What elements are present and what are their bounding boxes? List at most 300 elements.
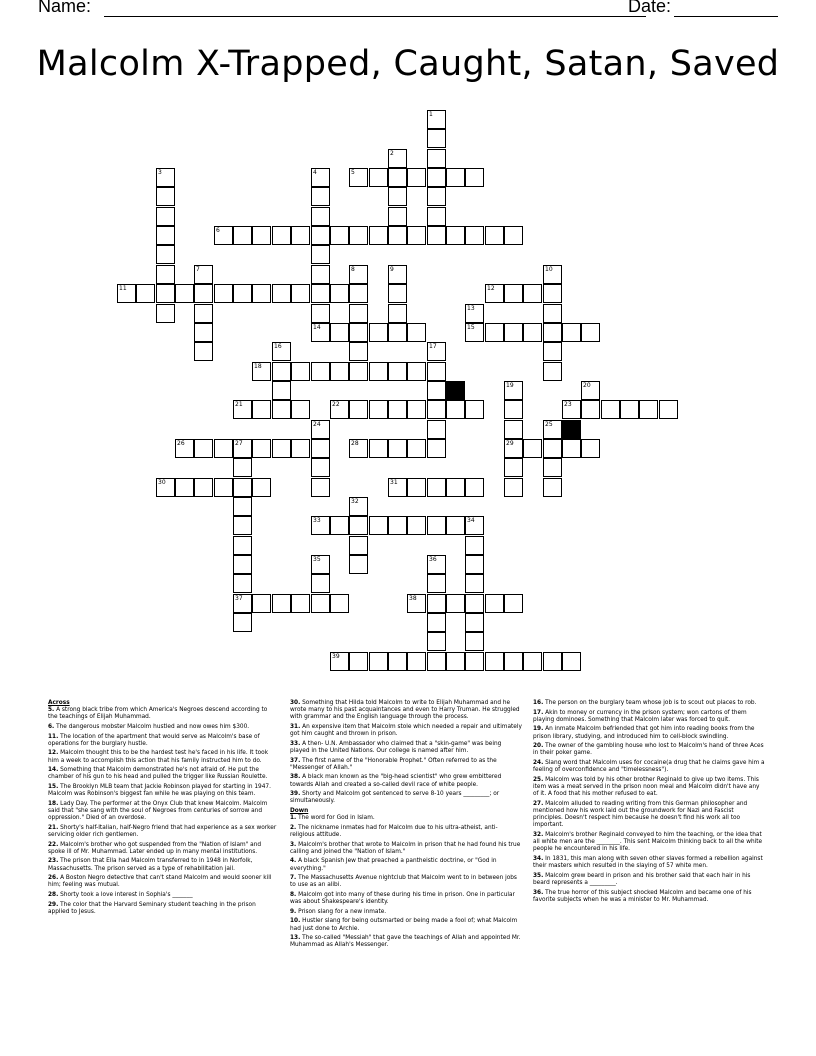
grid-cell[interactable] (581, 381, 600, 400)
grid-cell[interactable] (291, 226, 310, 245)
clue-down-7: 7. The Massachusetts Avenue nightclub that Malcolm went to in between jobs to use as an alibi. (290, 875, 517, 889)
grid-cell[interactable] (446, 168, 465, 187)
clue-number: 34 (467, 517, 475, 524)
clue-number: 11 (119, 285, 127, 292)
clue-across-28: 28. Shorty took a love interest in Sophia's _______ (48, 891, 193, 898)
grid-cell[interactable] (465, 555, 484, 574)
grid-cell[interactable] (465, 613, 484, 632)
grid-cell[interactable] (465, 400, 484, 419)
grid-cell[interactable] (369, 168, 388, 187)
grid-cell[interactable] (330, 226, 349, 245)
grid-cell[interactable] (233, 226, 252, 245)
grid-cell[interactable] (156, 245, 175, 264)
grid-cell[interactable] (543, 284, 562, 303)
grid-cell[interactable] (330, 323, 349, 342)
clue-number: 33 (313, 517, 321, 524)
clue-number: 21 (235, 401, 243, 408)
name-label: Name: (38, 0, 92, 16)
clue-down-32: 32. Malcolm's brother Reginald conveyed to him the teaching, or the idea that all white men are the ________. This sent Malcolm thinking back to all the white people he encountered in his life. (533, 831, 763, 853)
clue-number: 4 (313, 169, 317, 176)
grid-cell[interactable] (233, 594, 252, 613)
grid-cell[interactable] (465, 652, 484, 671)
clue-number: 3 (158, 169, 162, 176)
clue-down-13: 13. The so-called "Messiah" that gave the teachings of Allah and appointed Mr. Muhammad as Allah's Messenger. (290, 935, 521, 949)
grid-cell[interactable] (311, 245, 330, 264)
grid-cell[interactable] (311, 304, 330, 323)
grid-cell[interactable] (291, 594, 310, 613)
clue-down-19: 19. An inmate Malcolm befriended that got him into reading books from the prison library, studying, and introduced him to cell-block swindling. (533, 726, 755, 740)
grid-cell[interactable] (388, 207, 407, 226)
grid-cell[interactable] (465, 574, 484, 593)
grid-cell[interactable] (311, 362, 330, 381)
grid-cell[interactable] (233, 284, 252, 303)
grid-cell[interactable] (388, 652, 407, 671)
grid-cell[interactable] (427, 632, 446, 651)
grid-cell[interactable] (233, 574, 252, 593)
grid-cell[interactable] (252, 439, 271, 458)
grid-cell[interactable] (349, 516, 368, 535)
grid-cell[interactable] (543, 478, 562, 497)
grid-cell[interactable] (388, 323, 407, 342)
grid-cell[interactable] (427, 594, 446, 613)
grid-cell[interactable] (407, 400, 426, 419)
grid-cell[interactable] (311, 574, 330, 593)
clue-down-24: 24. Slang word that Malcolm uses for cocaine(a drug that he claims gave him a feeling of overconfidence and "timelessness"). (533, 759, 765, 774)
grid-cell[interactable] (427, 420, 446, 439)
grid-cell[interactable] (446, 226, 465, 245)
grid-cell[interactable] (407, 323, 426, 342)
grid-cell[interactable] (427, 555, 446, 574)
grid-cell[interactable] (349, 400, 368, 419)
grid-cell[interactable] (523, 439, 542, 458)
clue-column-1 (48, 700, 278, 918)
grid-cell[interactable] (504, 594, 523, 613)
clue-down-16: 16. The person on the burglary team whose job is to scout out places to rob. (533, 700, 757, 706)
grid-cell[interactable] (465, 516, 484, 535)
clue-down-25: 25. Malcolm was told by his other brother Reginald to give up two items. This item was a meat served in the prison noon meal and Malcolm didn't have any of it. A food that his mother refused to eat. (533, 776, 760, 798)
grid-cell[interactable] (388, 400, 407, 419)
grid-cell[interactable] (388, 304, 407, 323)
clue-number: 27 (235, 440, 243, 447)
grid-cell[interactable] (349, 323, 368, 342)
grid-cell[interactable] (156, 226, 175, 245)
grid-cell[interactable] (446, 594, 465, 613)
grid-cell[interactable] (504, 652, 523, 671)
grid-cell[interactable] (272, 226, 291, 245)
grid-cell[interactable] (369, 439, 388, 458)
grid-cell[interactable] (311, 555, 330, 574)
grid-cell[interactable] (349, 304, 368, 323)
grid-cell[interactable] (156, 284, 175, 303)
grid-cell[interactable] (252, 400, 271, 419)
grid-cell[interactable] (601, 400, 620, 419)
grid-cell[interactable] (311, 420, 330, 439)
grid-cell[interactable] (523, 652, 542, 671)
clue-down-34: 34. In 1831, this man along with seven other slaves formed a rebellion against their masters which resulted in the slaying of 57 white men. (533, 855, 763, 870)
grid-cell[interactable] (485, 323, 504, 342)
grid-cell[interactable] (175, 284, 194, 303)
clue-across-30: 30. Something that Hilda told Malcolm to write to Elijah Muhammad and he wrote many to his past acquaintances and even to Harry Truman. He struggled with grammar and the English language through the process. (290, 700, 520, 721)
grid-cell[interactable] (427, 149, 446, 168)
grid-cell[interactable] (272, 594, 291, 613)
grid-cell[interactable] (446, 652, 465, 671)
clue-number: 18 (254, 363, 262, 370)
grid-cell[interactable] (252, 594, 271, 613)
grid-cell[interactable] (272, 439, 291, 458)
grid-cell[interactable] (581, 323, 600, 342)
grid-cell[interactable] (504, 226, 523, 245)
grid-cell[interactable] (330, 400, 349, 419)
clue-down-20: 20. The owner of the gambling house who lost to Malcolm's hand of three Aces in their poker game. (533, 743, 764, 757)
clue-number: 9 (390, 266, 394, 273)
clue-number: 1 (429, 111, 433, 118)
clue-number: 14 (313, 324, 321, 331)
grid-cell[interactable] (311, 226, 330, 245)
grid-cell[interactable] (252, 362, 271, 381)
clue-across-23: 23. The prison that Ella had Malcolm transferred to in 1948 in Norfolk, Massachusetts. The prison served as a type of rehabilitation jail. (48, 858, 253, 872)
grid-cell[interactable] (465, 594, 484, 613)
clue-down-10: 10. Hustler slang for being outsmarted or being made a fool of; what Malcolm had just done to Archie. (290, 918, 518, 932)
grid-cell[interactable] (427, 381, 446, 400)
grid-cell[interactable] (427, 439, 446, 458)
grid-cell[interactable] (369, 400, 388, 419)
grid-cell[interactable] (562, 652, 581, 671)
clue-number: 25 (545, 421, 553, 428)
grid-cell[interactable] (485, 594, 504, 613)
grid-cell[interactable] (349, 497, 368, 516)
grid-cell[interactable] (272, 381, 291, 400)
black-cell (562, 420, 581, 439)
grid-cell[interactable] (233, 478, 252, 497)
clue-across-5: 5. A strong black tribe from which America's Negroes descend according to the teachings of Elijah Muhammad. (48, 707, 268, 721)
clue-across-38: 38. A black man known as the "big-head scientist" who grew embittered towards Allah and created a so-called devil race of white people. (290, 774, 502, 788)
clue-across-26: 26. A Boston Negro detective that can't stand Malcolm and would sooner kill him; feeling was mutual. (48, 875, 272, 889)
grid-cell[interactable] (504, 400, 523, 419)
grid-cell[interactable] (543, 458, 562, 477)
clue-across-37: 37. The first name of the "Honorable Prophet." Often referred to as the "Messenger of Allah." (290, 757, 497, 771)
clue-across-31: 31. An expensive item that Malcolm stole which needed a repair and ultimately got him caught and thrown in prison. (290, 724, 522, 738)
clue-down-1: 1. The word for God in Islam. (290, 815, 375, 822)
clue-number: 38 (409, 595, 417, 602)
grid-cell[interactable] (233, 497, 252, 516)
clue-across-11: 11. The location of the apartment that would serve as Malcolm's base of operations for the burglary hustle. (48, 733, 260, 747)
grid-cell[interactable] (291, 362, 310, 381)
grid-cell[interactable] (388, 226, 407, 245)
grid-cell[interactable] (446, 478, 465, 497)
grid-cell[interactable] (485, 226, 504, 245)
clue-number: 31 (390, 479, 398, 486)
grid-cell[interactable] (639, 400, 658, 419)
grid-cell[interactable] (504, 323, 523, 342)
grid-cell[interactable] (311, 284, 330, 303)
grid-cell[interactable] (156, 304, 175, 323)
grid-cell[interactable] (330, 516, 349, 535)
grid-cell[interactable] (543, 420, 562, 439)
clue-number: 35 (313, 556, 321, 563)
grid-cell[interactable] (194, 478, 213, 497)
grid-cell[interactable] (291, 400, 310, 419)
grid-cell[interactable] (349, 439, 368, 458)
grid-cell[interactable] (311, 516, 330, 535)
grid-cell[interactable] (194, 323, 213, 342)
clue-number: 7 (196, 266, 200, 273)
grid-cell[interactable] (407, 226, 426, 245)
grid-cell[interactable] (214, 439, 233, 458)
clue-across-39: 39. Shorty and Malcolm got sentenced to serve 8-10 years _________; or simultaneously. (290, 791, 500, 805)
grid-cell[interactable] (175, 478, 194, 497)
grid-cell[interactable] (659, 400, 678, 419)
clue-number: 19 (506, 382, 514, 389)
clue-column-2 (290, 700, 522, 952)
grid-cell[interactable] (465, 536, 484, 555)
grid-cell[interactable] (214, 226, 233, 245)
clue-number: 36 (429, 556, 437, 563)
grid-cell[interactable] (427, 207, 446, 226)
clue-number: 5 (351, 169, 355, 176)
clue-number: 16 (274, 343, 282, 350)
clue-across-22: 22. Malcolm's brother who got suspended from the "Nation of Islam" and spoke ill of Mr. Muhammad. Later ended up in many mental institutions. (48, 841, 262, 855)
grid-cell[interactable] (562, 439, 581, 458)
grid-cell[interactable] (175, 439, 194, 458)
grid-cell[interactable] (465, 226, 484, 245)
grid-cell[interactable] (465, 478, 484, 497)
clue-number: 28 (351, 440, 359, 447)
clue-down-2: 2. The nickname inmates had for Malcolm due to his ultra-atheist, anti-religious attitude. (290, 824, 498, 838)
grid-cell[interactable] (504, 381, 523, 400)
grid-cell[interactable] (233, 516, 252, 535)
clue-number: 8 (351, 266, 355, 273)
grid-cell[interactable] (427, 110, 446, 129)
grid-cell[interactable] (311, 478, 330, 497)
grid-cell[interactable] (543, 652, 562, 671)
grid-cell[interactable] (349, 284, 368, 303)
grid-cell[interactable] (330, 594, 349, 613)
grid-cell[interactable] (620, 400, 639, 419)
clue-across-15: 15. The Brooklyn MLB team that Jackie Robinson played for starting in 1947. Malcolm was Robinson's biggest fan while he was playing on this team. (48, 783, 271, 798)
clue-number: 22 (332, 401, 340, 408)
grid-cell[interactable] (330, 652, 349, 671)
clue-number: 39 (332, 653, 340, 660)
clue-down-4: 4. A black Spanish Jew that preached a pantheistic doctrine, or "God in everything." (290, 858, 497, 872)
grid-cell[interactable] (465, 632, 484, 651)
grid-cell[interactable] (194, 304, 213, 323)
grid-cell[interactable] (194, 342, 213, 361)
grid-cell[interactable] (543, 304, 562, 323)
grid-cell[interactable] (407, 516, 426, 535)
grid-cell[interactable] (311, 594, 330, 613)
grid-cell[interactable] (543, 323, 562, 342)
across-heading: Across (48, 700, 70, 706)
grid-cell[interactable] (156, 207, 175, 226)
grid-cell[interactable] (581, 439, 600, 458)
grid-cell[interactable] (369, 362, 388, 381)
grid-cell[interactable] (156, 187, 175, 206)
clue-across-12: 12. Malcolm thought this to be the hardest test he's faced in his life. It took him a week to accomplish this action that his family instructed him to do. (48, 750, 269, 764)
grid-cell[interactable] (407, 168, 426, 187)
grid-cell[interactable] (291, 439, 310, 458)
grid-cell[interactable] (407, 594, 426, 613)
grid-cell[interactable] (523, 284, 542, 303)
grid-cell[interactable] (194, 284, 213, 303)
clue-number: 17 (429, 343, 437, 350)
grid-cell[interactable] (349, 342, 368, 361)
grid-cell[interactable] (427, 129, 446, 148)
grid-cell[interactable] (369, 226, 388, 245)
grid-cell[interactable] (427, 516, 446, 535)
grid-cell[interactable] (349, 265, 368, 284)
grid-cell[interactable] (369, 516, 388, 535)
grid-cell[interactable] (233, 536, 252, 555)
grid-cell[interactable] (388, 439, 407, 458)
clue-across-18: 18. Lady Day. The performer at the Onyx Club that knew Malcolm. Malcolm said that "she sang with the soul of Negroes from centuries of sorrow and oppression." Died of an overdose. (48, 800, 268, 822)
grid-cell[interactable] (388, 478, 407, 497)
grid-cell[interactable] (465, 323, 484, 342)
clue-number: 6 (216, 227, 220, 234)
grid-cell[interactable] (465, 304, 484, 323)
clue-down-17: 17. Akin to money or currency in the prison system; won cartons of them playing dominoes. Something that Malcolm later was forced to quit. (533, 709, 747, 723)
grid-cell[interactable] (407, 652, 426, 671)
grid-cell[interactable] (252, 478, 271, 497)
grid-cell[interactable] (543, 265, 562, 284)
grid-cell[interactable] (427, 187, 446, 206)
clue-across-21: 21. Shorty's half-Italian, half-Negro friend that had experience as a sex worker servicing older rich gentlemen. (48, 824, 277, 838)
grid-cell[interactable] (156, 478, 175, 497)
grid-cell[interactable] (446, 400, 465, 419)
grid-cell[interactable] (311, 265, 330, 284)
grid-cell[interactable] (349, 226, 368, 245)
grid-cell[interactable] (427, 400, 446, 419)
clue-number: 13 (467, 305, 475, 312)
grid-cell[interactable] (485, 284, 504, 303)
grid-cell[interactable] (446, 516, 465, 535)
clue-number: 32 (351, 498, 359, 505)
grid-cell[interactable] (311, 207, 330, 226)
grid-cell[interactable] (427, 478, 446, 497)
grid-cell[interactable] (562, 400, 581, 419)
clue-across-14: 14. Something that Malcolm demonstrated he's not afraid of. He put the chamber of his gun to his head and pulled the trigger like Russian Roulette. (48, 767, 268, 781)
grid-cell[interactable] (523, 323, 542, 342)
grid-cell[interactable] (252, 226, 271, 245)
grid-cell[interactable] (485, 652, 504, 671)
clue-number: 20 (583, 382, 591, 389)
grid-cell[interactable] (194, 265, 213, 284)
grid-cell[interactable] (504, 478, 523, 497)
grid-cell[interactable] (388, 284, 407, 303)
grid-cell[interactable] (427, 652, 446, 671)
grid-cell[interactable] (407, 362, 426, 381)
clue-across-29: 29. The color that the Harvard Seminary student teaching in the prison applied to Jesus. (48, 901, 256, 915)
page-title: Malcolm X-Trapped, Caught, Satan, Saved (36, 44, 780, 84)
clue-down-35: 35. Malcolm grew beard in prison and his brother said that each hair in his beard represents a _________. (533, 872, 751, 886)
grid-cell[interactable] (388, 149, 407, 168)
black-cell (446, 381, 465, 400)
grid-cell[interactable] (330, 284, 349, 303)
grid-cell[interactable] (311, 323, 330, 342)
grid-cell[interactable] (117, 284, 136, 303)
grid-cell[interactable] (136, 284, 155, 303)
grid-cell[interactable] (427, 342, 446, 361)
grid-cell[interactable] (427, 613, 446, 632)
clue-number: 37 (235, 595, 243, 602)
grid-cell[interactable] (388, 187, 407, 206)
grid-cell[interactable] (504, 284, 523, 303)
grid-cell[interactable] (427, 574, 446, 593)
grid-cell[interactable] (272, 400, 291, 419)
grid-cell[interactable] (156, 168, 175, 187)
grid-cell[interactable] (427, 226, 446, 245)
grid-cell[interactable] (543, 342, 562, 361)
clue-column-3 (533, 700, 765, 906)
clue-number: 12 (487, 285, 495, 292)
grid-cell[interactable] (349, 536, 368, 555)
grid-cell[interactable] (369, 652, 388, 671)
grid-cell[interactable] (581, 400, 600, 419)
grid-cell[interactable] (504, 458, 523, 477)
clue-number: 23 (564, 401, 572, 408)
grid-cell[interactable] (233, 613, 252, 632)
grid-cell[interactable] (272, 362, 291, 381)
grid-cell[interactable] (233, 458, 252, 477)
grid-cell[interactable] (156, 265, 175, 284)
grid-cell[interactable] (311, 187, 330, 206)
grid-cell[interactable] (543, 362, 562, 381)
grid-cell[interactable] (194, 439, 213, 458)
grid-cell[interactable] (252, 284, 271, 303)
grid-cell[interactable] (291, 284, 310, 303)
clue-down-3: 3. Malcolm's brother that wrote to Malcolm in prison that he had found his true calling and joined the "Nation of Islam." (290, 841, 521, 855)
grid-cell[interactable] (349, 168, 368, 187)
grid-cell[interactable] (407, 439, 426, 458)
grid-cell[interactable] (349, 555, 368, 574)
grid-cell[interactable] (349, 652, 368, 671)
grid-cell[interactable] (407, 478, 426, 497)
grid-cell[interactable] (504, 439, 523, 458)
grid-cell[interactable] (388, 516, 407, 535)
grid-cell[interactable] (388, 362, 407, 381)
grid-cell[interactable] (388, 168, 407, 187)
grid-cell[interactable] (311, 168, 330, 187)
grid-cell[interactable] (311, 458, 330, 477)
grid-cell[interactable] (233, 400, 252, 419)
grid-cell[interactable] (311, 439, 330, 458)
grid-cell[interactable] (543, 439, 562, 458)
grid-cell[interactable] (349, 362, 368, 381)
grid-cell[interactable] (214, 478, 233, 497)
clue-down-27: 27. Malcolm alluded to reading writing from this German philosopher and mentioned how his work laid out the groundwork for Nazi and Fascist principles. Doesn't respect him because he doesn't find his work all too important. (533, 800, 748, 829)
grid-cell[interactable] (427, 362, 446, 381)
grid-cell[interactable] (427, 168, 446, 187)
grid-cell[interactable] (214, 284, 233, 303)
clue-number: 26 (177, 440, 185, 447)
clue-across-6: 6. The dangerous mobster Malcolm hustled and now owes him $300. (48, 724, 250, 730)
down-heading: Down (290, 807, 309, 814)
clue-down-36: 36. The true horror of this subject shocked Malcolm and became one of his favorite subjects when he was a minister to Mr. Muhammad. (533, 889, 752, 903)
grid-cell[interactable] (369, 323, 388, 342)
grid-cell[interactable] (233, 439, 252, 458)
grid-cell[interactable] (233, 555, 252, 574)
date-label: Date: (628, 0, 672, 16)
clue-down-9: 9. Prison slang for a new inmate. (290, 908, 387, 915)
grid-cell[interactable] (330, 362, 349, 381)
grid-cell[interactable] (465, 168, 484, 187)
clue-number: 15 (467, 324, 475, 331)
grid-cell[interactable] (272, 342, 291, 361)
grid-cell[interactable] (388, 265, 407, 284)
clue-number: 10 (545, 266, 553, 273)
grid-cell[interactable] (272, 284, 291, 303)
grid-cell[interactable] (562, 323, 581, 342)
grid-cell[interactable] (504, 420, 523, 439)
